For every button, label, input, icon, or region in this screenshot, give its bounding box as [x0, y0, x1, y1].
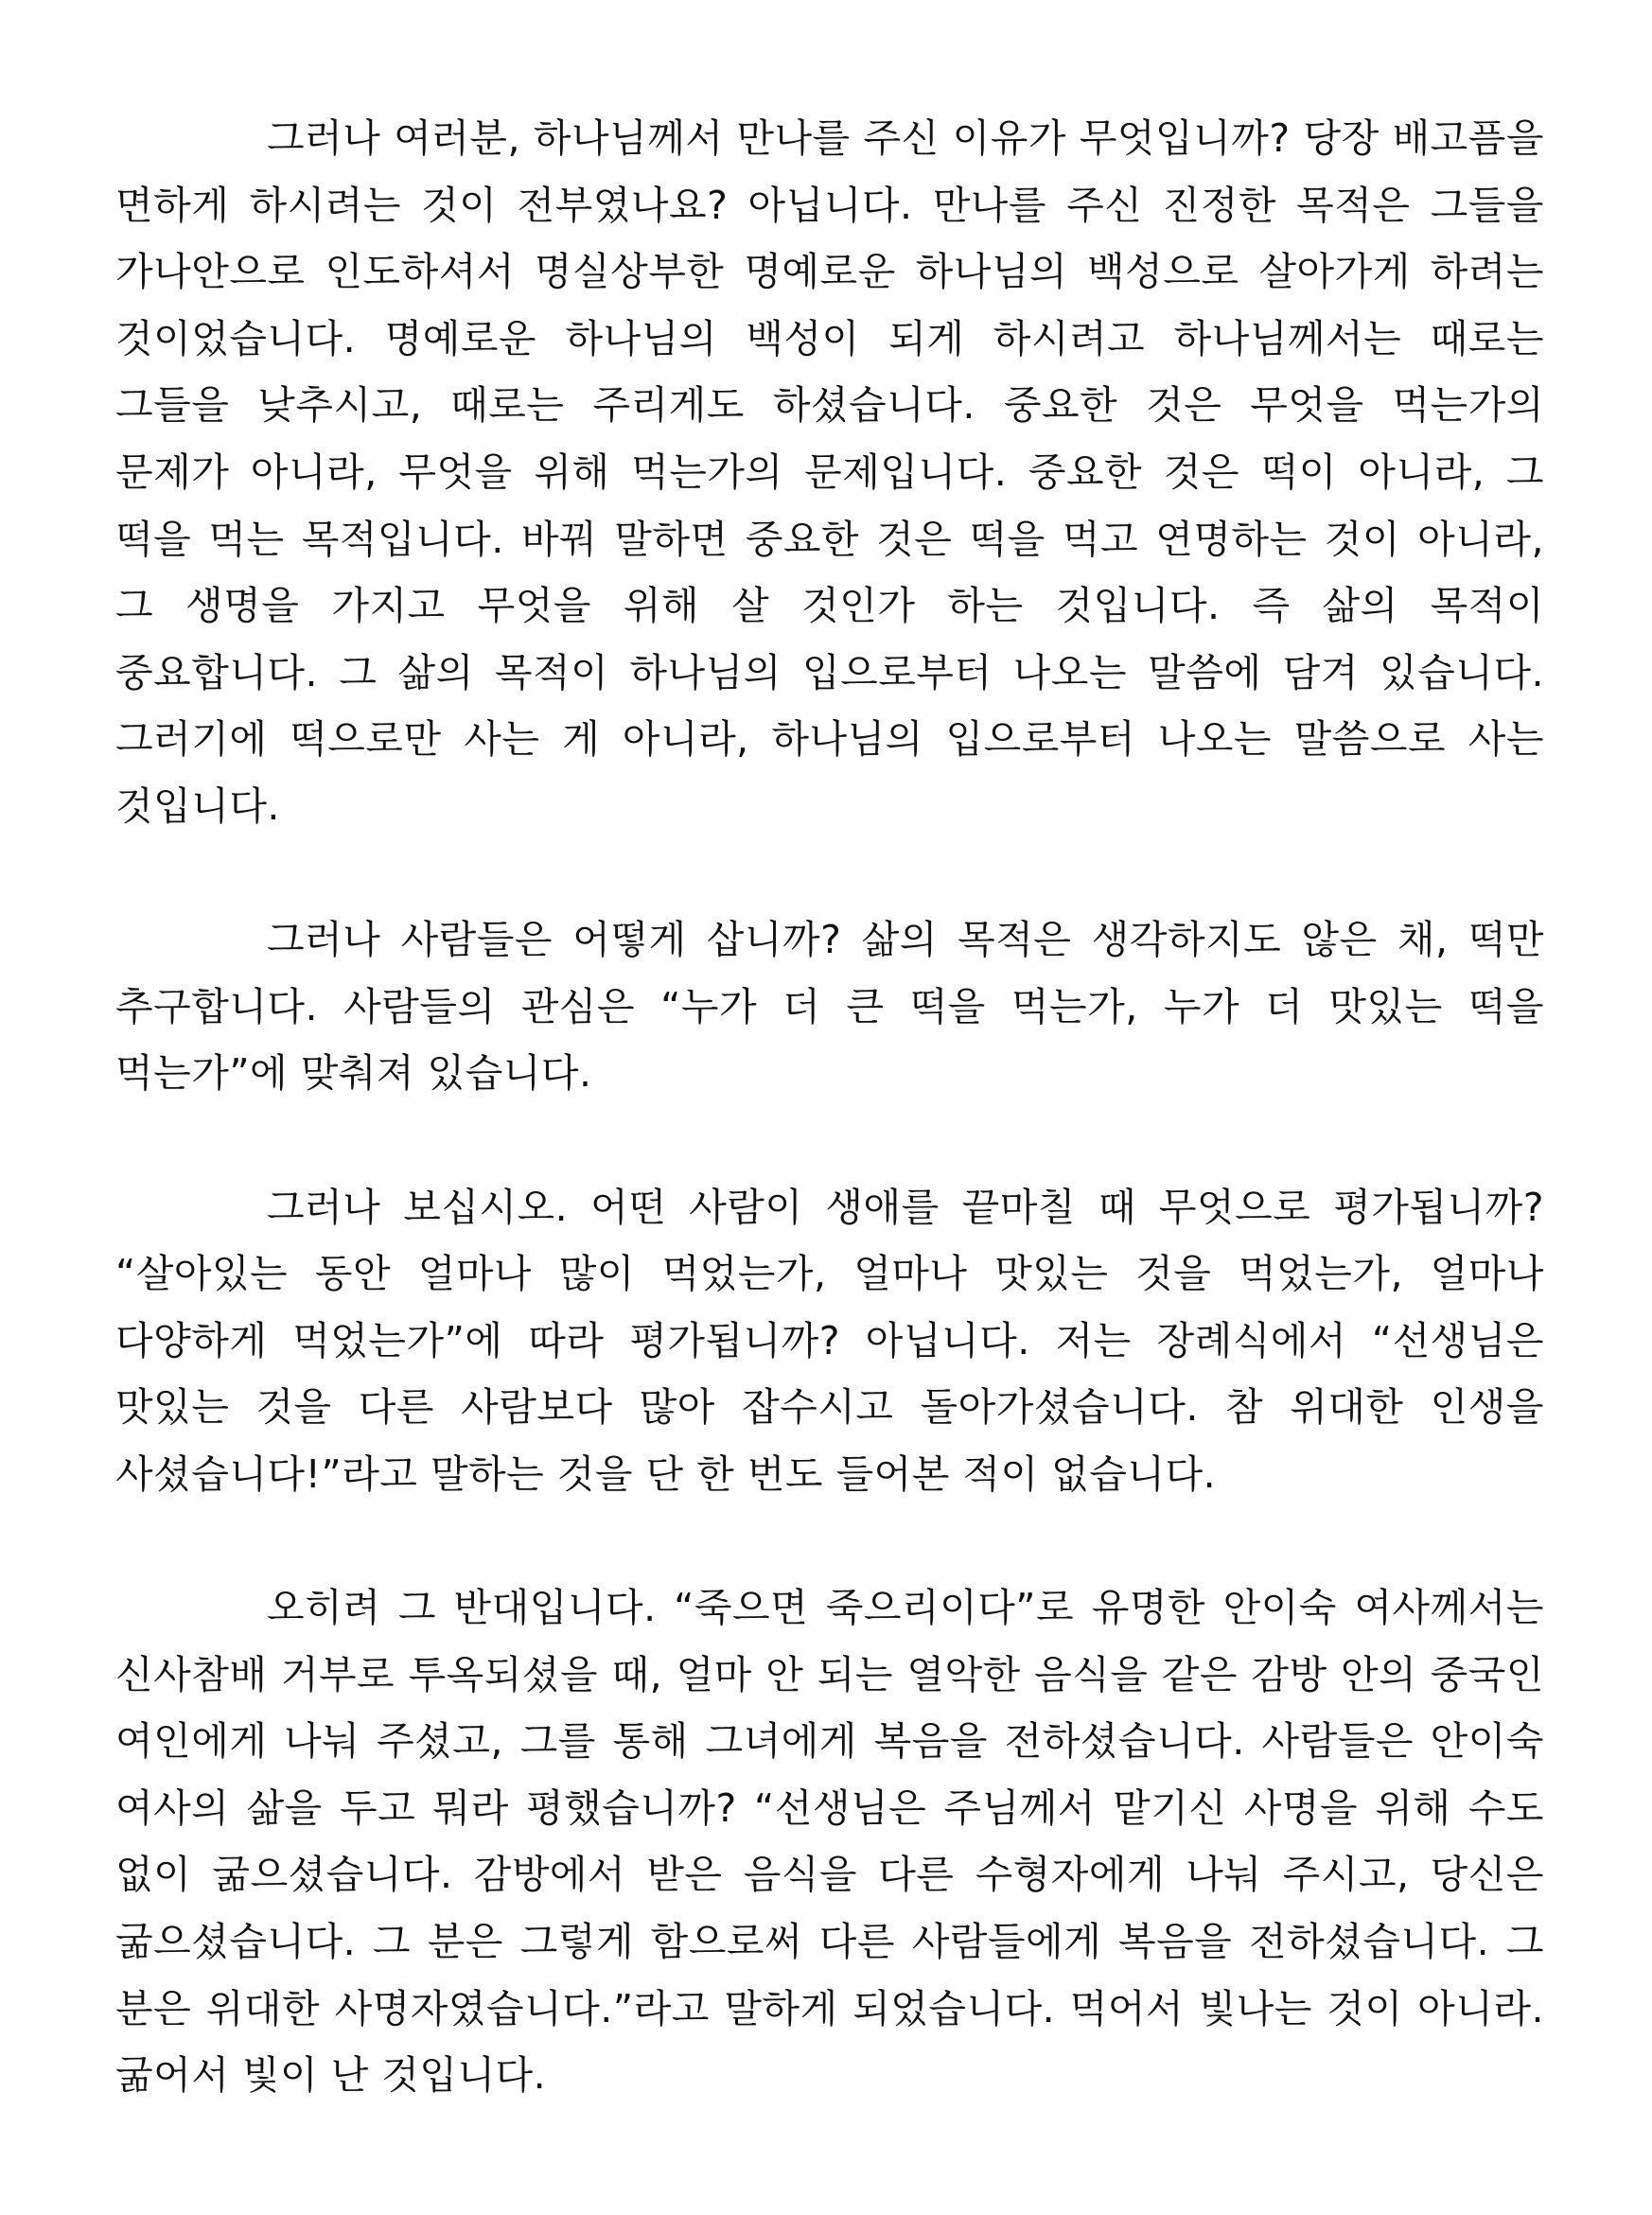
paragraph-3: 그러나 보십시오. 어떤 사람이 생애를 끝마칠 때 무엇으로 평가됩니까? “살아있는 동안 얼마나 많이 먹었는가, 얼마나 맛있는 것을 먹었는가, 얼마나 다양하게 먹었는가”에 따라 평가됩니까? 아닙니다. 저는 장례식에서 “선생님은 맛있는 것을 다른 사람보다 많아 잡수시고 돌아가셨습니다. 참 위대한 인생을 사셨습니다!”라고 말하는 것을 단 한 번도 들어본 적이 없습니다. — [115, 1184, 1544, 1497]
document-page — [115, 105, 1544, 2109]
paragraph-1: 그러나 여러분, 하나님께서 만나를 주신 이유가 무엇입니까? 당장 배고픔을 면하게 하시려는 것이 전부였나요? 아닙니다. 만나를 주신 진정한 목적은 그들을 가나안으로 인도하셔서 명실상부한 명예로운 하나님의 백성으로 살아가게 하려는 것이었습니다. 명예로운 하나님의 백성이 되게 하시려고 하나님께서는 때로는 그들을 낮추시고, 때로는 주리게도 하셨습니다. 중요한 것은 무엇을 먹는가의 문제가 아니라, 무엇을 위해 먹는가의 문제입니다. 중요한 것은 떡이 아니라, 그 떡을 먹는 목적입니다. 바꿔 말하면 중요한 것은 떡을 먹고 연명하는 것이 아니라, 그 생명을 가지고 무엇을 위해 살 것인가 하는 것입니다. 즉 삶의 목적이 중요합니다. 그 삶의 목적이 하나님의 입으로부터 나오는 말씀에 담겨 있습니다. 그러기에 떡으로만 사는 게 아니라, 하나님의 입으로부터 나오는 말씀으로 사는 것입니다. — [115, 115, 1544, 829]
paragraph-2: 그러나 사람들은 어떻게 삽니까? 삶의 목적은 생각하지도 않은 채, 떡만 추구합니다. 사람들의 관심은 “누가 더 큰 떡을 먹는가, 누가 더 맛있는 떡을 먹는가”에 맞춰져 있습니다. — [115, 917, 1544, 1097]
paragraph-4: 오히려 그 반대입니다. “죽으면 죽으리이다”로 유명한 안이숙 여사께서는 신사참배 거부로 투옥되셨을 때, 얼마 안 되는 열악한 음식을 같은 감방 안의 중국인 여인에게 나눠 주셨고, 그를 통해 그녀에게 복음을 전하셨습니다. 사람들은 안이숙 여사의 삶을 두고 뭐라 평했습니까? “선생님은 주님께서 맡기신 사명을 위해 수도 없이 굶으셨습니다. 감방에서 받은 음식을 다른 수형자에게 나눠 주시고, 당신은 굶으셨습니다. 그 분은 그렇게 함으로써 다른 사람들에게 복음을 전하셨습니다. 그 분은 위대한 사명자였습니다.”라고 말하게 되었습니다. 먹어서 빛나는 것이 아니라. 굶어서 빛이 난 것입니다. — [115, 1585, 1544, 2099]
